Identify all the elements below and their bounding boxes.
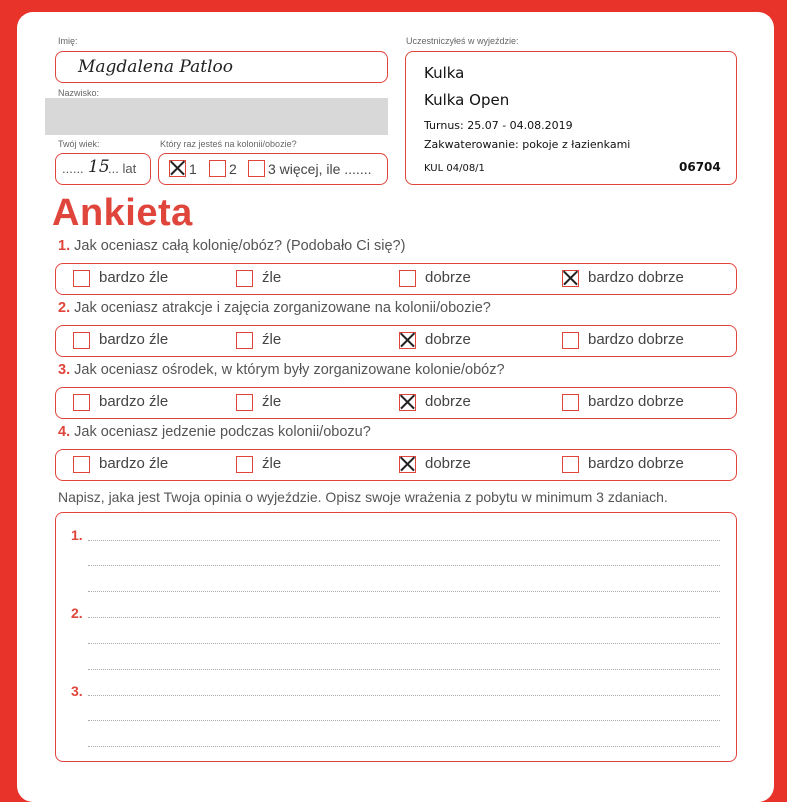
answer-option-label: źle <box>262 331 282 348</box>
writing-line <box>88 591 720 592</box>
name-label: Imię: <box>58 36 78 46</box>
answer-checkbox[interactable] <box>562 332 579 349</box>
answer-option-label: bardzo źle <box>99 269 169 286</box>
times-label: Który raz jesteś na kolonii/obozie? <box>160 139 297 149</box>
times-option-3: 3 więcej, ile ....... <box>268 161 372 177</box>
question-number: 3. <box>58 362 71 378</box>
answer-option-label: źle <box>262 393 282 410</box>
question-3 <box>58 362 505 378</box>
answer-checkbox[interactable] <box>399 270 416 287</box>
answer-checkbox[interactable] <box>73 332 90 349</box>
answer-checkbox[interactable] <box>399 394 416 411</box>
answer-checkbox[interactable] <box>562 394 579 411</box>
times-checkbox-3[interactable] <box>248 160 265 177</box>
question-text: Jak oceniasz całą kolonię/obóz? (Podobało Ci się?) <box>74 238 406 254</box>
trip-line2: Kulka Open <box>424 91 510 109</box>
opinion-prompt: Napisz, jaka jest Twoja opinia o wyjeździe. Opisz swoje wrażenia z pobytu w minimum 3 zdaniach. <box>58 489 668 505</box>
answer-option-label: bardzo źle <box>99 455 169 472</box>
question-number: 2. <box>58 300 71 316</box>
answer-option-label: bardzo źle <box>99 393 169 410</box>
answer-checkbox[interactable] <box>399 332 416 349</box>
answer-checkbox[interactable] <box>562 456 579 473</box>
trip-number: 06704 <box>679 160 721 174</box>
question-text: Jak oceniasz jedzenie podczas kolonii/obozu? <box>74 424 371 440</box>
answer-option-label: dobrze <box>425 393 471 410</box>
answer-option-label: bardzo źle <box>99 331 169 348</box>
times-option-2: 2 <box>229 161 237 177</box>
writing-line <box>88 746 720 747</box>
trip-code: KUL 04/08/1 <box>424 163 485 174</box>
answer-checkbox[interactable] <box>73 394 90 411</box>
writing-line <box>88 695 720 696</box>
surname-redacted <box>45 98 388 135</box>
answer-option-label: dobrze <box>425 269 471 286</box>
question-2 <box>58 300 491 316</box>
writing-line <box>88 643 720 644</box>
writing-line <box>88 720 720 721</box>
answer-option-label: źle <box>262 455 282 472</box>
answer-checkbox[interactable] <box>236 456 253 473</box>
times-checkbox-2[interactable] <box>209 160 226 177</box>
age-suffix: ... lat <box>108 161 137 176</box>
question-text: Jak oceniasz atrakcje i zajęcia zorganizowane na kolonii/obozie? <box>74 300 491 316</box>
opinion-number-3: 3. <box>71 683 83 699</box>
answer-checkbox[interactable] <box>562 270 579 287</box>
answer-checkbox[interactable] <box>399 456 416 473</box>
trip-turnus: Turnus: 25.07 - 04.08.2019 <box>424 119 573 132</box>
answer-option-label: bardzo dobrze <box>588 393 684 410</box>
age-prefix: ...... <box>62 161 84 176</box>
question-number: 1. <box>58 238 71 254</box>
times-checkbox-1[interactable] <box>169 160 186 177</box>
question-4 <box>58 424 371 440</box>
name-field[interactable] <box>55 51 388 83</box>
writing-line <box>88 540 720 541</box>
age-field[interactable] <box>55 153 151 185</box>
answer-option-label: dobrze <box>425 455 471 472</box>
writing-line <box>88 565 720 566</box>
opinion-box[interactable] <box>55 512 737 762</box>
answer-checkbox[interactable] <box>236 270 253 287</box>
age-label: Twój wiek: <box>58 139 100 149</box>
answer-checkbox[interactable] <box>73 456 90 473</box>
answer-option-label: bardzo dobrze <box>588 331 684 348</box>
question-1 <box>58 238 405 254</box>
opinion-number-2: 2. <box>71 605 83 621</box>
answer-checkbox[interactable] <box>236 332 253 349</box>
question-text: Jak oceniasz ośrodek, w którym były zorganizowane kolonie/obóz? <box>74 362 505 378</box>
trip-lodging: Zakwaterowanie: pokoje z łazienkami <box>424 138 631 151</box>
answer-checkbox[interactable] <box>73 270 90 287</box>
writing-line <box>88 617 720 618</box>
page-title: Ankieta <box>52 192 193 234</box>
trip-label: Uczestniczyłeś w wyjeździe: <box>406 36 519 46</box>
surname-label: Nazwisko: <box>58 88 100 98</box>
times-option-1: 1 <box>189 161 197 177</box>
answer-option-label: dobrze <box>425 331 471 348</box>
writing-line <box>88 669 720 670</box>
question-number: 4. <box>58 424 71 440</box>
opinion-number-1: 1. <box>71 527 83 543</box>
name-value: Magdalena Patloo <box>78 57 233 77</box>
answer-option-label: bardzo dobrze <box>588 269 684 286</box>
trip-line1: Kulka <box>424 64 465 82</box>
age-value: 15 <box>88 157 110 177</box>
answer-checkbox[interactable] <box>236 394 253 411</box>
answer-option-label: źle <box>262 269 282 286</box>
answer-option-label: bardzo dobrze <box>588 455 684 472</box>
